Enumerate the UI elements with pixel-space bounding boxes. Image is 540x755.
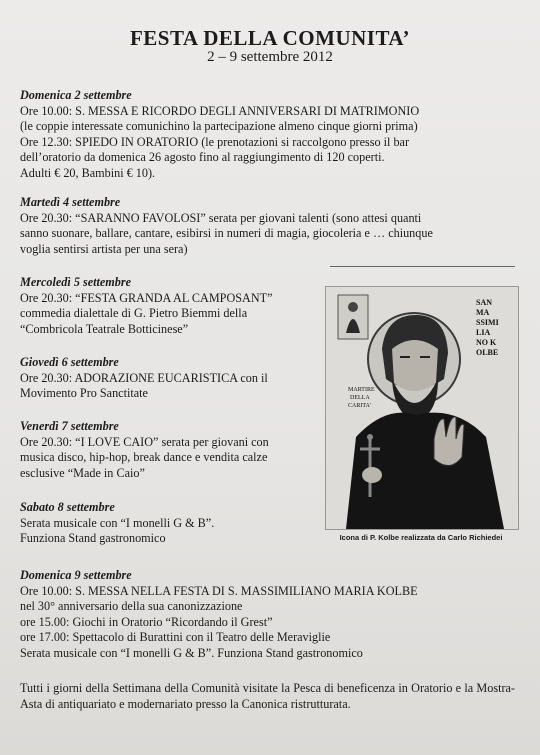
section-line: dell’oratorio da domenica 26 agosto fino al raggiungimento di 120 coperti. bbox=[20, 150, 385, 165]
section-line: Ore 20.30: ADORAZIONE EUCARISTICA con il bbox=[20, 370, 268, 385]
section-line: Funziona Stand gastronomico bbox=[20, 531, 166, 546]
section-day: Giovedì 6 settembre bbox=[20, 355, 119, 369]
inscription-top-line: NO K bbox=[476, 338, 497, 347]
page-title: FESTA DELLA COMUNITA’ bbox=[129, 26, 411, 50]
section-line: Ore 12.30: SPIEDO IN ORATORIO (le prenotazioni si raccolgono presso il bar bbox=[20, 134, 410, 149]
inscription-mid-line: DELLA bbox=[350, 395, 370, 401]
section-line: Movimento Pro Sanctitate bbox=[20, 386, 148, 401]
section-line: esclusive “Made in Caio” bbox=[20, 465, 145, 480]
section-line: musica disco, hip-hop, break dance e vendita calze bbox=[20, 450, 268, 465]
section-line: Ore 10.00: S. MESSA E RICORDO DEGLI ANNIVERSARI DI MATRIMONIO bbox=[20, 103, 420, 118]
section-line: Ore 20.30: “FESTA GRANDA AL CAMPOSANT” bbox=[20, 290, 273, 305]
section-day: Domenica 9 settembre bbox=[20, 568, 132, 582]
section-line: ore 17.00: Spettacolo di Burattini con il Teatro delle Meraviglie bbox=[20, 630, 331, 645]
section-day: Sabato 8 settembre bbox=[20, 500, 115, 514]
section-line: Ore 10.00: S. MESSA NELLA FESTA DI S. MASSIMILIANO MARIA KOLBE bbox=[20, 583, 418, 598]
inscription-top-line: MA bbox=[476, 308, 490, 317]
inscription-top-line: SAN bbox=[476, 298, 493, 307]
section-line: Ore 20.30: “SARANNO FAVOLOSI” serata per giovani talenti (sono attesi quanti bbox=[20, 210, 422, 225]
section-domenica-9 bbox=[20, 568, 525, 662]
footer-text: Tutti i giorni della Settimana della Comunità visitate la Pesca di beneficenza in Oratorio e la Mostra-Asta di antiquariato e modernariato presso la Canonica ristrutturata. bbox=[20, 681, 515, 711]
section-line: commedia dialettale di G. Pietro Biemmi della bbox=[20, 306, 248, 321]
inscription-top-line: OLBE bbox=[476, 348, 499, 357]
section-day: Martedì 4 settembre bbox=[20, 195, 121, 209]
section-giovedi-6 bbox=[20, 355, 320, 402]
section-martedi-4 bbox=[20, 195, 525, 257]
kolbe-icon-image bbox=[325, 286, 519, 530]
section-day: Venerdì 7 settembre bbox=[20, 419, 119, 433]
section-line: Serata musicale con “I monelli G & B”. bbox=[20, 515, 215, 530]
section-day: Domenica 2 settembre bbox=[20, 88, 132, 102]
section-line: voglia sentirsi artista per una sera) bbox=[20, 241, 188, 256]
inscription-top-line: SSIMI bbox=[476, 318, 499, 327]
section-day: Mercoledì 5 settembre bbox=[20, 275, 132, 289]
inscription-mid-line: MARTIRE bbox=[348, 387, 375, 393]
section-line: sanno suonare, ballare, cantare, esibirsi in numeri di magia, giocoleria e … chiunque bbox=[20, 226, 433, 241]
section-line: Adulti € 20, Bambini € 10). bbox=[20, 165, 156, 180]
page-subtitle: 2 – 9 settembre 2012 bbox=[207, 49, 333, 65]
section-sabato-8 bbox=[20, 500, 320, 547]
section-line: Ore 20.30: “I LOVE CAIO” serata per giovani con bbox=[20, 434, 269, 449]
section-domenica-2 bbox=[20, 88, 525, 182]
footer-note bbox=[20, 681, 515, 712]
section-venerdi-7 bbox=[20, 419, 320, 481]
divider-rule bbox=[330, 266, 515, 267]
section-line: “Combricola Teatrale Botticinese” bbox=[20, 321, 189, 336]
saint-portrait-icon bbox=[326, 287, 518, 529]
inscription-top-line: LIA bbox=[476, 328, 491, 337]
section-line: Serata musicale con “I monelli G & B”. Funziona Stand gastronomico bbox=[20, 645, 363, 660]
section-line: ore 15.00: Giochi in Oratorio “Ricordando il Grest” bbox=[20, 614, 273, 629]
inscription-mid-line: CARITA' bbox=[348, 403, 371, 409]
image-caption: Icona di P. Kolbe realizzata da Carlo Richiedei bbox=[339, 533, 503, 542]
section-line: (le coppie interessate comunichino la partecipazione almeno cinque giorni prima) bbox=[20, 119, 418, 134]
section-mercoledi-5 bbox=[20, 275, 320, 337]
section-line: nel 30° anniversario della sua canonizzazione bbox=[20, 599, 243, 614]
